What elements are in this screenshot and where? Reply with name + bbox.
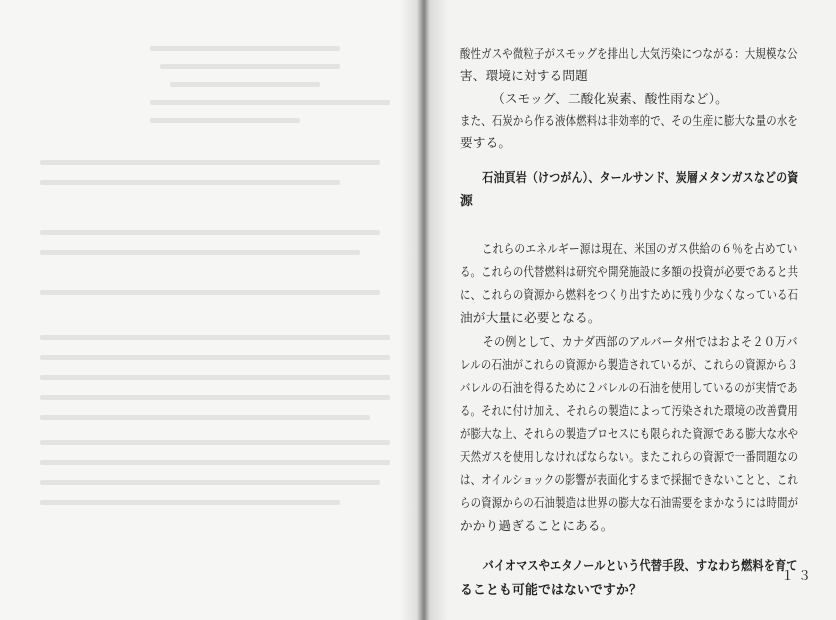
text-line: らの資源からの石油製造は世界の膨大な石油需要をまかなうには時間が (460, 495, 799, 510)
text-line: バレルの石油を得るために２バレルの石油を使用しているのが実情であ (460, 380, 798, 395)
bleed-through-line (40, 480, 380, 485)
text-line: は、オイルショックの影響が表面化するまで採掘できないことと、これ (460, 472, 798, 487)
bleed-through-line (40, 230, 380, 235)
bleed-through-line (40, 250, 360, 255)
text-line: る。それに付け加え、それらの製造によって汚染された環境の改善費用 (460, 403, 798, 418)
bleed-through-line (40, 160, 380, 165)
bleed-through-line (40, 375, 390, 380)
section-heading: 石油頁岩（けつがん）、タールサンド、炭層メタンガスなどの資 (460, 171, 799, 186)
text-line: 油が大量に必要となる。 (460, 310, 601, 325)
text-line: る。これらの代替燃料は研究や開発施設に多額の投資が必要であると共 (460, 264, 799, 279)
text-line: が膨大な上、それらの製造プロセスにも限られた資源である膨大な水や (460, 426, 799, 441)
bleed-through-line (160, 64, 340, 69)
bleed-through-line (40, 500, 340, 505)
bleed-through-line (40, 440, 390, 445)
bleed-through-line (170, 82, 320, 87)
section-heading: ることも可能ではないですか？ (460, 583, 642, 598)
text-line: 害、環境に対する問題 (460, 68, 588, 83)
text-line: 天然ガスを使用しなければならない。またこれらの資源で一番問題なの (460, 449, 799, 464)
text-line: かかり過ぎることにある。 (460, 518, 614, 533)
text-line: 要する。 (460, 135, 512, 150)
bleed-through-line (40, 180, 340, 185)
section-heading: バイオマスやエタノールという代替手段、すなわち燃料を育て (460, 559, 798, 574)
bleed-through-line (40, 415, 370, 420)
text-line: （スモッグ、二酸化炭素、酸性雨など）。 (460, 91, 728, 106)
bleed-through-line (40, 335, 390, 340)
bleed-through-line (40, 395, 390, 400)
text-line: また、石炭から作る液体燃料は非効率的で、その生産に膨大な量の水を (460, 113, 798, 128)
book-gutter (400, 0, 448, 620)
text-line: レルの石油がこれらの資源から製造されているが、これらの資源から３ (460, 357, 798, 372)
bleed-through-line (40, 290, 380, 295)
bleed-through-line (40, 460, 390, 465)
text-line: その例として、カナダ西部のアルバータ州ではおよそ２０万バ (460, 334, 798, 349)
page-number: １３ (781, 569, 816, 584)
bleed-through-line (150, 118, 300, 123)
text-line: 酸性ガスや微粒子がスモッグを排出し大気汚染につながる：大規模な公 (460, 46, 798, 61)
text-line: これらのエネルギー源は現在、米国のガス供給の６％を占めてい (460, 241, 798, 256)
bleed-through-line (40, 355, 390, 360)
section-heading: 源 (460, 194, 473, 209)
text-line: に、これらの資源から燃料をつくり出すために残り少なくなっている石 (460, 287, 799, 302)
bleed-through-line (150, 100, 390, 105)
bleed-through-line (150, 46, 340, 51)
